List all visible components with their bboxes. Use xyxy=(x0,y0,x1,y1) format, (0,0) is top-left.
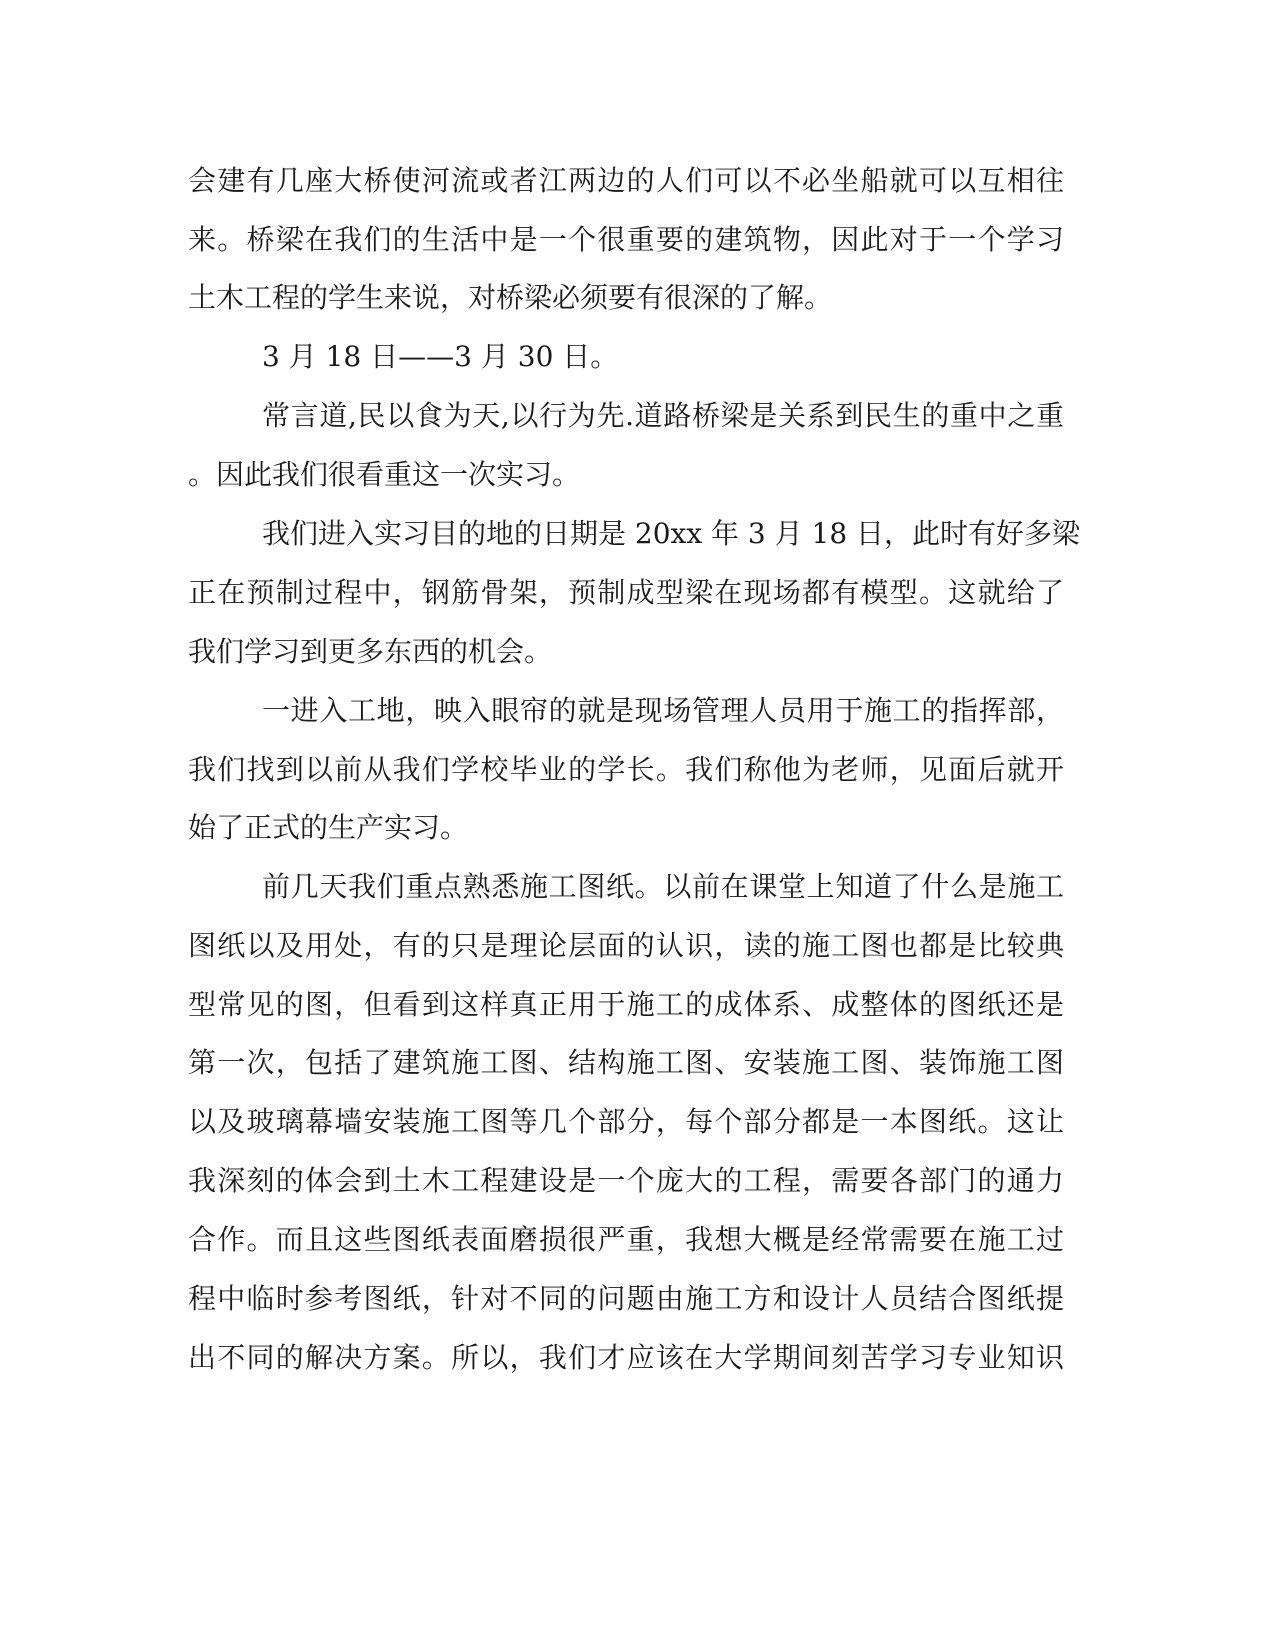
text-line: 我深刻的体会到土木工程建设是一个庞大的工程，需要各部门的通力 xyxy=(188,1164,1064,1197)
text-line: 始了正式的生产实习。 xyxy=(188,811,469,844)
text-line: 我们进入实习目的地的日期是 20xx 年 3 月 18 日，此时有好多梁 xyxy=(262,517,1081,550)
text-line: 出不同的解决方案。所以，我们才应该在大学期间刻苦学习专业知识 xyxy=(188,1341,1064,1374)
text-line: 第一次，包括了建筑施工图、结构施工图、安装施工图、装饰施工图 xyxy=(188,1046,1064,1079)
text-line: 前几天我们重点熟悉施工图纸。以前在课堂上知道了什么是施工 xyxy=(262,870,1064,903)
text-line: 型常见的图，但看到这样真正用于施工的成体系、成整体的图纸还是 xyxy=(188,988,1064,1021)
text-line: 我们找到以前从我们学校毕业的学长。我们称他为老师，见面后就开 xyxy=(188,753,1064,786)
text-line: 程中临时参考图纸，针对不同的问题由施工方和设计人员结合图纸提 xyxy=(188,1282,1064,1315)
text-line: 正在预制过程中，钢筋骨架，预制成型梁在现场都有模型。这就给了 xyxy=(188,576,1064,609)
text-line: 以及玻璃幕墙安装施工图等几个部分，每个部分都是一本图纸。这让 xyxy=(188,1105,1064,1138)
text-line: 会建有几座大桥使河流或者江两边的人们可以不必坐船就可以互相往 xyxy=(188,164,1064,197)
text-line: 一进入工地，映入眼帘的就是现场管理人员用于施工的指挥部， xyxy=(262,694,1064,727)
text-line: 合作。而且这些图纸表面磨损很严重，我想大概是经常需要在施工过 xyxy=(188,1223,1064,1256)
text-line: 图纸以及用处，有的只是理论层面的认识，读的施工图也都是比较典 xyxy=(188,929,1064,962)
date-range-line: 3 月 18 日——3 月 30 日。 xyxy=(262,340,619,373)
text-line: 。因此我们很看重这一次实习。 xyxy=(188,458,581,491)
text-line: 来。桥梁在我们的生活中是一个很重要的建筑物，因此对于一个学习 xyxy=(188,223,1064,256)
text-line: 常言道,民以食为天,以行为先.道路桥梁是关系到民生的重中之重 xyxy=(262,399,1064,432)
text-line: 土木工程的学生来说，对桥梁必须要有很深的了解。 xyxy=(188,281,833,314)
text-line: 我们学习到更多东西的机会。 xyxy=(188,635,553,668)
